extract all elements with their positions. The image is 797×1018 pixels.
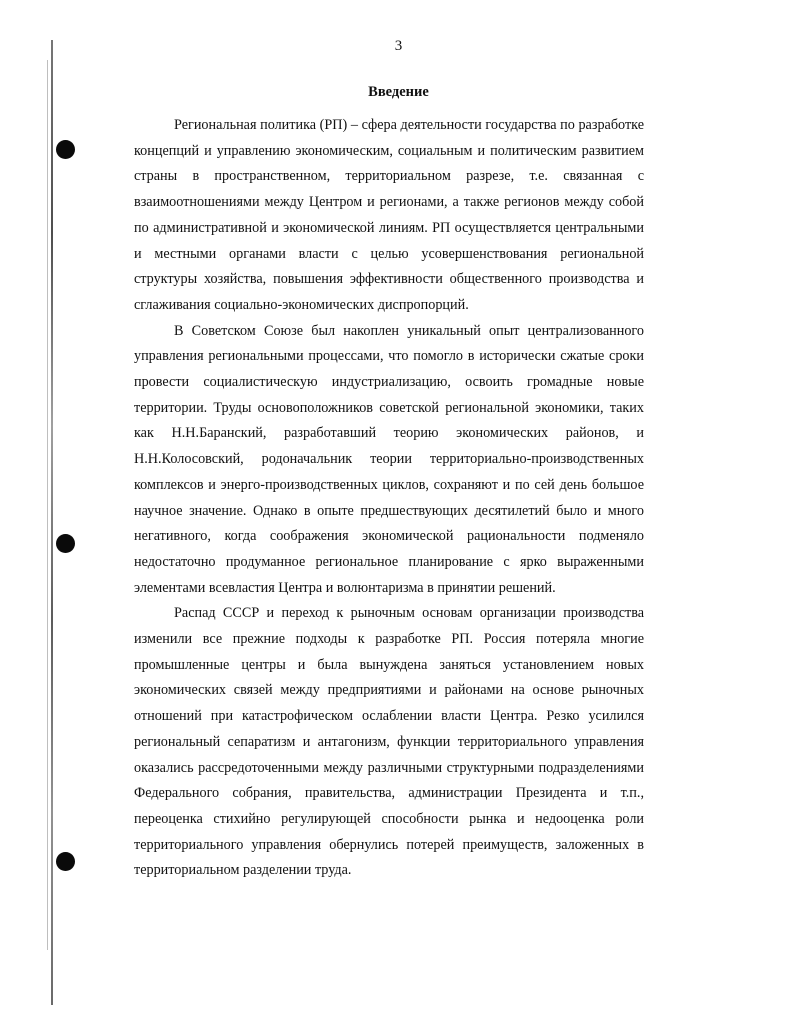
punch-hole xyxy=(56,852,75,871)
section-heading: Введение xyxy=(368,84,429,100)
paragraph-soviet-experience: В Советском Союзе был накоплен уникальный опыт централизованного управления региональными процессами, что помогло в исторически сжатые сроки провести социалистическую индустриализацию, освоить громадные новые территории. Труды основоположников советской региональной экономики, таких как Н.Н.Баранский, разработавший теорию экономических районов, и Н.Н.Колосовский, родоначальник теории территориально-производственных комплексов и энерго-производственных циклов, сохраняют и по сей день большое научное значение. Однако в опыте предшествующих десятилетий было и много негативного, когда соображения экономической рациональности подменяло недостаточно продуманное региональное планирование с ярко выраженными элементами всевластия Центра и волюнтаризма в принятии решений. xyxy=(134,322,644,596)
punch-hole xyxy=(56,140,75,159)
scan-margin-line-faint xyxy=(47,60,48,950)
scan-margin-line xyxy=(51,40,53,1005)
paragraph-regional-policy: Региональная политика (РП) – сфера деятельности государства по разработке концепций и управлению экономическим, социальным и политическим развитием страны в пространственном, территориальном разрезе, т.е. связанная с взаимоотношениями между Центром и регионами, а также регионов между собой по административной и экономической линиям. РП осуществляется центральными и местными органами власти с целью усовершенствования региональной структуры хозяйства, повышения эффективности общественного производства и сглаживания социально-экономических диспропорций. xyxy=(134,117,644,313)
document-body xyxy=(134,113,644,884)
paragraph-ussr-collapse: Распад СССР и переход к рыночным основам организации производства изменили все прежние подходы к разработке РП. Россия потеряла многие промышленные центры и была вынуждена заняться установлением новых экономических связей между предприятиями и районами на основе рыночных отношений при катастрофическом ослаблении власти Центра. Резко усилился региональный сепаратизм и антагонизм, функции территориального управления оказались рассредоточенными между различными структурными подразделениями Федерального собрания, правительства, администрации Президента и т.п., переоценка стихийно регулирующей способности рынка и недооценка роли территориального управления обернулись потерей преимуществ, заложенных в территориальном разделении труда. xyxy=(134,605,644,879)
punch-hole xyxy=(56,534,75,553)
page-number: 3 xyxy=(394,38,403,54)
